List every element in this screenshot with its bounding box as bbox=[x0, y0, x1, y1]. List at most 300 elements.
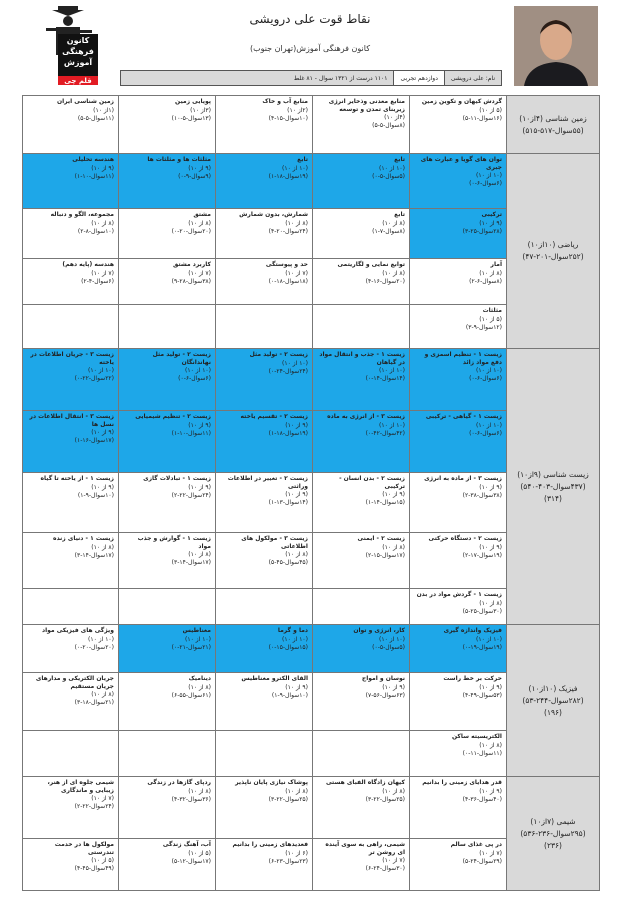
topic-cell bbox=[23, 731, 119, 777]
topic-questions: (۲۴سوال-۲۲-۲) bbox=[74, 803, 114, 811]
topic-title: زیست ۱ - تنظیم اسمزی و دفع مواد زائد bbox=[424, 351, 502, 367]
topic-title: در پی غذای سالم bbox=[450, 841, 502, 848]
topic-score: (۱۰ از ۱۰) bbox=[88, 367, 114, 375]
topic-questions: (۱۱سوال-۵-۵) bbox=[77, 115, 114, 123]
topic-title: ترکیبی bbox=[481, 211, 502, 218]
topic-cell bbox=[119, 533, 216, 589]
topic-score: (۱۰ از ۱۰) bbox=[379, 422, 405, 429]
topic-title: قدر هدایای زمینی را بدانیم bbox=[422, 779, 502, 786]
topic-title: توان های گویا و عبارت های جبری bbox=[420, 156, 502, 172]
topic-cell bbox=[23, 625, 119, 673]
topic-questions: (۱۱سوال-۱۱-۰) bbox=[462, 750, 502, 758]
topic-questions: (۸سوال-۷-۱) bbox=[372, 228, 405, 236]
topic-title: مثلثات ها و مثلثات ها bbox=[147, 156, 211, 163]
topic-score: (۱۰ از ۱۰) bbox=[476, 367, 502, 375]
topic-questions: (۸سوال-۶-۲) bbox=[469, 278, 502, 286]
topic-questions: (۱۴سوال-۱۴-۰) bbox=[365, 375, 405, 383]
topic-questions: (۱۹سوال-۱۸-۱) bbox=[268, 173, 308, 181]
topic-cell bbox=[313, 777, 410, 839]
topic-title: آب، آهنگ زندگی bbox=[162, 841, 211, 848]
subject-name-line: زمین شناسی (۴از۱۰) bbox=[519, 113, 587, 123]
topic-title: ردپای گازها در زندگی bbox=[147, 779, 211, 786]
topic-title: زیست ۱ - گیاهی - ترکیبی bbox=[425, 413, 502, 420]
topic-cell bbox=[313, 96, 410, 154]
topic-questions: (۲۰سوال-۲۰-۰) bbox=[171, 228, 211, 236]
topic-title: دما و گرما bbox=[277, 627, 308, 634]
topic-cell bbox=[313, 731, 410, 777]
subject-name-line: زیست شناسی (۹از۱۰) bbox=[517, 469, 589, 479]
topic-cell bbox=[119, 259, 216, 305]
topic-score: (۹ از ۱۰) bbox=[479, 788, 502, 795]
topic-cell bbox=[410, 731, 507, 777]
topic-score: (۶ از ۱۰) bbox=[285, 850, 308, 857]
logo-text-2: فرهنگی bbox=[62, 47, 94, 56]
topic-questions: (۳۸سوال-۳۸-۲) bbox=[462, 492, 502, 500]
topic-score: (۸ از ۱۰) bbox=[91, 544, 114, 551]
topic-cell bbox=[119, 473, 216, 533]
topic-title: شیمی، راهی به سوی آینده ای روشن تر bbox=[325, 841, 405, 857]
topic-score: (۹ از ۱۰) bbox=[479, 684, 502, 691]
topic-questions: (۴۰سوال-۳۶-۴) bbox=[462, 796, 502, 804]
topic-cell bbox=[313, 259, 410, 305]
topic-cell bbox=[23, 839, 119, 891]
topic-questions: (۵سوال-۵-۰) bbox=[372, 644, 405, 652]
table-row bbox=[23, 777, 600, 839]
topic-score: (۹ از ۱۰) bbox=[285, 684, 308, 691]
topic-title: هندسه تحلیلی bbox=[72, 156, 114, 163]
topic-cell bbox=[119, 777, 216, 839]
topic-questions: (۱۳سوال-۵-۱۰) bbox=[171, 115, 211, 123]
topic-questions: (۱۷سوال-۱۵-۲) bbox=[365, 552, 405, 560]
topic-cell bbox=[313, 673, 410, 731]
topic-title: مشتق bbox=[193, 211, 211, 218]
student-name: نام: علی درویشی bbox=[444, 71, 501, 85]
topic-questions: (۲۵سوال-۲۲-۳) bbox=[365, 796, 405, 804]
topic-questions: (۱۷سوال-۱۴-۳) bbox=[74, 552, 114, 560]
topic-title: زیست ۱ - جذب و انتقال مواد در گیاهان bbox=[319, 351, 405, 367]
topic-questions: (۴۵سوال-۴۵-۵) bbox=[268, 559, 308, 567]
topic-title bbox=[317, 307, 405, 316]
report-header bbox=[0, 0, 617, 92]
topic-cell bbox=[216, 625, 313, 673]
subject-name-line: (۲۸۲سوال-۲۴۴-۵۳) bbox=[522, 695, 584, 705]
topic-cell bbox=[410, 154, 507, 209]
topic-title: زیست ۲ - تنظیم شیمیایی bbox=[135, 413, 211, 420]
topic-questions: (۱۱سوال-۱۰-۱) bbox=[74, 173, 114, 181]
topic-questions: (۲۸سوال-۲۵-۳) bbox=[462, 228, 502, 236]
topic-questions: (۱۹سوال-۱۸-۱) bbox=[268, 430, 308, 438]
topic-title: زیست ۲ - دستگاه حرکتی bbox=[428, 535, 502, 542]
topic-title: زیست ۳ - جریان اطلاعات در یاخته bbox=[30, 351, 114, 367]
topic-cell bbox=[410, 473, 507, 533]
topic-cell bbox=[313, 533, 410, 589]
topic-score: (۱از ۱۰) bbox=[93, 107, 114, 114]
topic-score: (۸ از ۱۰) bbox=[285, 788, 308, 795]
topic-score: (۹ از ۱۰) bbox=[285, 491, 308, 499]
topic-questions: (۲۱سوال-۲۱-۰) bbox=[171, 644, 211, 652]
topic-questions: (۸سوال-۵-۵) bbox=[372, 122, 405, 130]
student-stats: ۱۱۰۱ درست از ۱۳۲۱ سوال - ۸۱ غلط bbox=[121, 71, 393, 85]
topic-title: منابع معدنی وذخایر انرژی زیربنای تمدن و توسعه bbox=[328, 98, 405, 114]
topic-cell bbox=[119, 411, 216, 473]
table-row bbox=[23, 154, 600, 209]
topic-title: ویژگی های فیزیکی مواد bbox=[42, 627, 114, 634]
subject-name-line: ریاضی (۱۰از۱۰) bbox=[527, 240, 579, 249]
topic-title: نوسان و امواج bbox=[361, 675, 405, 682]
topic-score: (۸ از ۱۰) bbox=[479, 270, 502, 277]
topic-score: (۱۰ از ۱۰) bbox=[88, 636, 114, 643]
topic-title: توابع نمایی و لگاریتمی bbox=[337, 261, 405, 268]
topic-questions: (۴۹سوال-۴۵-۴) bbox=[74, 865, 114, 873]
topic-title: هندسه (پایه دهم) bbox=[62, 261, 114, 268]
topic-score: (۸ از ۱۰) bbox=[188, 788, 211, 795]
topic-questions: (۶سوال-۴-۲) bbox=[81, 278, 114, 286]
topic-title: دینامیک bbox=[188, 675, 211, 682]
topic-cell bbox=[313, 209, 410, 259]
topic-title: زیست ۲ - تغییر در اطلاعات وراثتی bbox=[227, 475, 308, 491]
topic-questions: (۱۶سوال-۱۱-۵) bbox=[462, 115, 502, 123]
topic-title: زیست ۲ - تولید مثل bbox=[249, 351, 308, 358]
topic-score: (۵ از ۱۰) bbox=[188, 850, 211, 857]
topic-cell bbox=[119, 209, 216, 259]
topic-cell bbox=[216, 839, 313, 891]
topic-title bbox=[317, 733, 405, 742]
topic-cell bbox=[410, 411, 507, 473]
topic-cell bbox=[23, 533, 119, 589]
topic-questions: (۳۰سوال-۲۴-۶) bbox=[365, 865, 405, 873]
topic-title: القای الکترو مغناطیس bbox=[241, 675, 308, 682]
topic-cell bbox=[410, 839, 507, 891]
topic-cell bbox=[216, 777, 313, 839]
topic-questions: (۱۰سوال-۹-۱) bbox=[77, 492, 114, 500]
topic-score: (۱۰ از ۱۰) bbox=[476, 172, 502, 180]
topic-cell bbox=[313, 305, 410, 349]
logo-text-4: قلم چی bbox=[64, 77, 92, 85]
topic-cell bbox=[119, 625, 216, 673]
topic-title bbox=[27, 591, 114, 600]
topic-cell bbox=[410, 209, 507, 259]
subject-name-line: (۴۳۷سوال-۴۰۳-۵۴۰) bbox=[520, 481, 586, 491]
topic-title: زیست ۲ - ایمنی bbox=[357, 535, 405, 542]
topic-score: (۸ از ۱۰) bbox=[382, 544, 405, 551]
subject-cell bbox=[507, 96, 600, 154]
topic-title: جریان الکتریکی و مدارهای جریان مستقیم bbox=[35, 675, 114, 691]
topic-score: (۸ از ۱۰) bbox=[479, 600, 502, 607]
topic-title: کیهان زادگاه الفبای هستی bbox=[325, 779, 405, 786]
topic-questions: (۲۵سوال-۲۲-۳) bbox=[268, 796, 308, 804]
topic-questions: (۲۴سوال-۲۰-۴) bbox=[268, 228, 308, 236]
topic-questions: (۲۴سوال-۲۴-۰) bbox=[268, 368, 308, 376]
topic-score: (۵ از ۱۰) bbox=[479, 107, 502, 114]
topic-score: (۹ از ۱۰) bbox=[188, 422, 211, 429]
topic-questions: (۵۳سوال-۴۹-۴) bbox=[462, 692, 502, 700]
topic-title: زیست ۳ - از ماده به انرژی bbox=[424, 475, 502, 482]
topic-questions: (۱۰سوال-۹-۱) bbox=[271, 692, 308, 700]
topic-score: (۸ از ۱۰) bbox=[91, 220, 114, 227]
topic-score: (۵ از ۱۰) bbox=[479, 316, 502, 323]
topic-cell bbox=[216, 473, 313, 533]
topic-cell bbox=[313, 839, 410, 891]
topic-score: (۸ از ۱۰) bbox=[188, 220, 211, 227]
topic-cell bbox=[119, 305, 216, 349]
topic-cell bbox=[410, 777, 507, 839]
topic-questions: (۱۲سوال-۹-۳) bbox=[465, 324, 502, 332]
subject-cell bbox=[507, 625, 600, 777]
topic-score: (۷ از ۱۰) bbox=[188, 270, 211, 277]
topic-title: کاربرد مشتق bbox=[172, 261, 211, 268]
topic-score: (۸ از ۱۰) bbox=[188, 551, 211, 559]
topic-score: (۹ از ۱۰) bbox=[91, 429, 114, 437]
topic-title: تابع bbox=[394, 156, 405, 163]
topic-cell bbox=[119, 731, 216, 777]
topic-score: (۹ از ۱۰) bbox=[479, 484, 502, 491]
topic-score: (۸ از ۱۰) bbox=[382, 788, 405, 795]
topic-score: (۷ از ۱۰) bbox=[382, 857, 405, 865]
topic-title: زیست ۳ - از انرژی به ماده bbox=[327, 413, 405, 420]
page-subtitle: کانون فرهنگی آموزش(تهران جنوب) bbox=[249, 44, 371, 53]
topic-questions: (۱۵سوال-۱۴-۱) bbox=[365, 499, 405, 507]
topic-title: مولکول ها در خدمت تندرستی bbox=[54, 841, 114, 857]
topic-title: فیزیک واندازه گیری bbox=[443, 627, 502, 634]
topic-questions: (۴۲سوال-۴۲-۰) bbox=[365, 430, 405, 438]
topic-cell bbox=[119, 673, 216, 731]
topic-cell bbox=[410, 96, 507, 154]
topic-score: (۱۰ از ۱۰) bbox=[185, 636, 211, 643]
subject-name-line: (۱۹۶) bbox=[544, 707, 562, 717]
topic-title: گردش کیهان و تکوین زمین bbox=[421, 98, 502, 105]
topic-title: زیست ۲ - تولید مثل نهاندانگان bbox=[152, 351, 211, 367]
topic-score: (۲از ۱۰) bbox=[287, 107, 308, 114]
topic-score: (۸ از ۱۰) bbox=[382, 270, 405, 277]
topic-score: (۹ از ۱۰) bbox=[188, 484, 211, 491]
topic-cell bbox=[216, 411, 313, 473]
topic-cell bbox=[23, 209, 119, 259]
topic-title: کار، انرژی و توان bbox=[353, 627, 405, 634]
subject-name-line: (۳۱۴) bbox=[544, 493, 562, 503]
subject-name-line: فیزیک (۱۰از۱۰) bbox=[528, 683, 578, 693]
topic-score: (۱۰ از ۱۰) bbox=[379, 165, 405, 172]
topic-questions: (۱۹سوال-۱۷-۲) bbox=[462, 552, 502, 560]
topic-cell bbox=[216, 259, 313, 305]
topic-score: (۹ از ۱۰) bbox=[285, 422, 308, 429]
topic-questions: (۵سوال-۵-۰) bbox=[372, 173, 405, 181]
logo-text-3: آموزش bbox=[63, 58, 93, 67]
topic-questions: (۱۷سوال-۱۴-۳) bbox=[171, 559, 211, 567]
topic-questions: (۱۷سوال-۱۲-۵) bbox=[171, 858, 211, 866]
topic-questions: (۳۰سوال-۲۵-۵) bbox=[462, 608, 502, 616]
topic-cell bbox=[23, 411, 119, 473]
topic-cell bbox=[23, 349, 119, 411]
topic-cell bbox=[410, 349, 507, 411]
subject-name-line: (۲۵۲سوال-۲۰۱-۴۷) bbox=[522, 252, 584, 261]
topic-cell bbox=[23, 259, 119, 305]
topic-score: (۱۰ از ۱۰) bbox=[282, 636, 308, 643]
topic-score: (۷ از ۱۰) bbox=[91, 795, 114, 803]
table-row bbox=[23, 349, 600, 411]
topic-title: زمین شناسی ایران bbox=[57, 98, 114, 105]
topic-cell bbox=[216, 349, 313, 411]
topic-score: (۸ از ۱۰) bbox=[382, 220, 405, 227]
topic-title bbox=[123, 591, 211, 600]
topic-cell bbox=[313, 589, 410, 625]
topic-questions: (۲۴سوال-۲۲-۲) bbox=[171, 492, 211, 500]
topic-score: (۹ از ۱۰) bbox=[382, 491, 405, 499]
topic-cell bbox=[119, 349, 216, 411]
topic-cell bbox=[23, 673, 119, 731]
topic-score: (۱۰ از ۱۰) bbox=[379, 636, 405, 643]
topic-title: مثلثات bbox=[482, 307, 502, 314]
strengths-table bbox=[22, 95, 600, 891]
topic-cell bbox=[410, 259, 507, 305]
topic-title: منابع آب و خاک bbox=[262, 98, 308, 105]
topic-cell bbox=[410, 625, 507, 673]
topic-cell bbox=[410, 673, 507, 731]
topic-title: زیست ۲ - بدن انسان - ترکیبی bbox=[339, 475, 405, 491]
topic-cell bbox=[23, 305, 119, 349]
topic-cell bbox=[410, 305, 507, 349]
topic-cell bbox=[313, 349, 410, 411]
topic-score: (۸ از ۱۰) bbox=[285, 551, 308, 559]
topic-score: (۱۰ از ۱۰) bbox=[282, 360, 308, 367]
topic-score: (۴از ۱۰) bbox=[384, 114, 405, 122]
topic-questions: (۱۹سوال-۱۹-۰) bbox=[462, 644, 502, 652]
topic-score: (۹ از ۱۰) bbox=[91, 165, 114, 172]
topic-score: (۹ از ۱۰) bbox=[188, 165, 211, 172]
subject-name-line: (۲۹۵سوال-۲۳۶-۵۳۶) bbox=[520, 828, 586, 838]
subject-name-line: (۵۵سوال-۵۱۷-۵۱۵) bbox=[522, 125, 584, 135]
topic-cell bbox=[23, 589, 119, 625]
topic-cell bbox=[216, 589, 313, 625]
topic-title: شیمی جلوه ای از هنر، زیبایی و ماندگاری bbox=[47, 779, 114, 795]
topic-cell bbox=[216, 673, 313, 731]
topic-title: حد و پیوستگی bbox=[265, 261, 308, 268]
topic-score: (۹ از ۱۰) bbox=[479, 220, 502, 227]
topic-questions: (۶سوال-۶-۰) bbox=[178, 375, 211, 383]
topic-title bbox=[317, 591, 405, 600]
topic-title: تابع bbox=[394, 211, 405, 218]
topic-score: (۷ از ۱۰) bbox=[285, 270, 308, 277]
topic-score: (۹ از ۱۰) bbox=[91, 484, 114, 491]
student-info-bar bbox=[120, 70, 502, 86]
topic-score: (۳از ۱۰) bbox=[190, 107, 211, 114]
table-row bbox=[23, 96, 600, 154]
topic-cell bbox=[23, 473, 119, 533]
topic-questions: (۱۵سوال-۱۵-۰) bbox=[268, 644, 308, 652]
topic-title bbox=[220, 591, 308, 600]
topic-cell bbox=[313, 154, 410, 209]
topic-cell bbox=[313, 411, 410, 473]
topic-questions: (۳۸سوال-۲۸-۹) bbox=[171, 278, 211, 286]
topic-questions: (۲۳سوال-۲۳-۶) bbox=[268, 858, 308, 866]
topic-questions: (۶۳سوال-۵۶-۷) bbox=[365, 692, 405, 700]
topic-questions: (۲۹سوال-۲۴-۵) bbox=[462, 858, 502, 866]
topic-cell bbox=[216, 533, 313, 589]
subject-name-line: شیمی (۷از۱۰) bbox=[530, 816, 576, 826]
topic-score: (۸ از ۱۰) bbox=[188, 684, 211, 691]
topic-questions: (۶۱سوال-۵۵-۶) bbox=[171, 692, 211, 700]
topic-title: پویایی زمین bbox=[175, 98, 211, 105]
topic-questions: (۹سوال-۹-۰) bbox=[178, 173, 211, 181]
topic-title: زیست ۱ - دنیای زنده bbox=[53, 535, 114, 542]
topic-title: زیست ۱ - تبادلات گازی bbox=[143, 475, 211, 482]
topic-questions: (۲۲سوال-۲۲-۰) bbox=[74, 375, 114, 383]
topic-questions: (۱۰سوال-۱۵-۴) bbox=[268, 115, 308, 123]
topic-title: تابع bbox=[297, 156, 308, 163]
topic-title bbox=[27, 733, 114, 742]
topic-questions: (۱۷سوال-۱۶-۱) bbox=[74, 437, 114, 445]
topic-cell bbox=[216, 96, 313, 154]
topic-score: (۱۰ از ۱۰) bbox=[476, 636, 502, 643]
topic-title: زیست ۱ - از یاخته تا گیاه bbox=[40, 475, 114, 482]
table-row bbox=[23, 625, 600, 673]
topic-score: (۸ از ۱۰) bbox=[285, 220, 308, 227]
topic-title: زیست ۳ - مولکول های اطلاعاتی bbox=[241, 535, 308, 551]
topic-title: مجموعه، الگو و دنباله bbox=[50, 211, 114, 218]
topic-score: (۱۰ از ۱۰) bbox=[379, 367, 405, 375]
topic-cell bbox=[410, 533, 507, 589]
topic-title: فعدیدهای زمینی را بدانیم bbox=[232, 841, 308, 848]
topic-score: (۷ از ۱۰) bbox=[479, 850, 502, 857]
topic-title: پوشاک نیازی پایان ناپذیر bbox=[235, 779, 308, 786]
topic-cell bbox=[216, 154, 313, 209]
student-photo-icon bbox=[514, 6, 598, 86]
topic-title bbox=[123, 307, 211, 316]
topic-cell bbox=[216, 305, 313, 349]
topic-title bbox=[220, 733, 308, 742]
topic-questions: (۲۰سوال-۲۰-۰) bbox=[74, 644, 114, 652]
topic-cell bbox=[216, 731, 313, 777]
topic-score: (۵ از ۱۰) bbox=[91, 857, 114, 865]
topic-questions: (۶سوال-۶-۰) bbox=[469, 180, 502, 188]
student-grade: دوازدهم تجربی bbox=[393, 71, 443, 85]
topic-title: شمارش، بدون شمارش bbox=[239, 211, 308, 218]
subject-cell bbox=[507, 154, 600, 349]
topic-cell bbox=[23, 154, 119, 209]
subject-cell bbox=[507, 349, 600, 625]
topic-questions: (۱۸سوال-۱۸-۰) bbox=[268, 278, 308, 286]
topic-score: (۸ از ۱۰) bbox=[91, 691, 114, 699]
topic-cell bbox=[216, 209, 313, 259]
topic-score: (۱۰ از ۱۰) bbox=[476, 422, 502, 429]
topic-cell bbox=[313, 625, 410, 673]
topic-cell bbox=[313, 473, 410, 533]
topic-questions: (۶سوال-۶-۰) bbox=[469, 430, 502, 438]
logo-text-1: کانون bbox=[66, 36, 90, 45]
topic-title: مغناطیس bbox=[182, 627, 211, 634]
topic-score: (۱۰ از ۱۰) bbox=[185, 367, 211, 375]
subject-cell bbox=[507, 777, 600, 891]
topic-cell bbox=[23, 777, 119, 839]
topic-title bbox=[27, 307, 114, 316]
topic-title: زیست ۳ - انتقال اطلاعات در نسل ها bbox=[29, 413, 114, 429]
topic-title: زیست ۲ - تقسیم یاخته bbox=[240, 413, 308, 420]
topic-score: (۷ از ۱۰) bbox=[91, 270, 114, 277]
page-title: نقاط قوت علی درویشی bbox=[249, 12, 371, 26]
topic-title: زیست ۱ - گوارش و جذب مواد bbox=[137, 535, 211, 551]
student-photo bbox=[514, 6, 598, 86]
topic-cell bbox=[119, 154, 216, 209]
topic-score: (۹ از ۱۰) bbox=[479, 544, 502, 551]
topic-cell bbox=[119, 96, 216, 154]
topic-questions: (۲۰سوال-۱۶-۴) bbox=[365, 278, 405, 286]
topic-title bbox=[220, 307, 308, 316]
topic-cell bbox=[23, 96, 119, 154]
topic-score: (۱۰ از ۱۰) bbox=[282, 165, 308, 172]
topic-score: (۹ از ۱۰) bbox=[382, 684, 405, 691]
topic-questions: (۱۰سوال-۸-۲) bbox=[77, 228, 114, 236]
topic-title: الکتریسیته ساکن bbox=[451, 733, 502, 740]
subject-name-line: (۲۳۶) bbox=[544, 840, 562, 850]
